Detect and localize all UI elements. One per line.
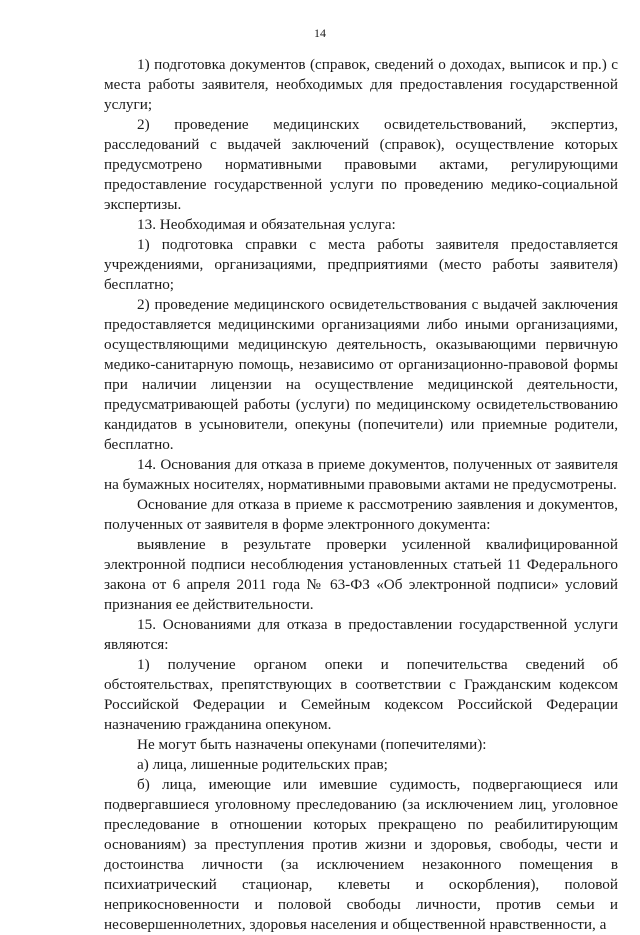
page-number: 14 [314,26,326,40]
document-body [104,55,618,935]
paragraph-5: 2) проведение медицинского освидетельствования с выдачей заключения предоставляется медицинскими организациями либо иными организациями, осуществляющими медицинскую деятельность, оказывающими первичную медико-санитарную помощь, независимо от организационно-правовой формы при наличии лицензии на осуществление медицинской деятельности, предусматривающей работы (услуги) по медицинскому освидетельствованию кандидатов в усыновители, опекуны (попечители) или приемные родители, бесплатно. [104,296,618,453]
paragraph-11: Не могут быть назначены опекунами (попечителями): [137,736,487,753]
paragraph-8: выявление в результате проверки усиленной квалифицированной электронной подписи несоблюдения установленных статьей 11 Федерального закона от 6 апреля 2011 года № 63-ФЗ «Об электронной подписи» условий признания ее действительности. [104,536,618,613]
paragraph-7: Основание для отказа в приеме к рассмотрению заявления и документов, полученных от заявителя в форме электронного документа: [104,496,618,533]
paragraph-10: 1) получение органом опеки и попечительства сведений об обстоятельствах, препятствующих в соответствии с Гражданским кодексом Российской Федерации и Семейным кодексом Российской Федерации назначению гражданина опекуном. [104,656,618,733]
paragraph-6: 14. Основания для отказа в приеме документов, полученных от заявителя на бумажных носителях, нормативными правовыми актами не предусмотрены. [104,456,618,493]
paragraph-9: 15. Основаниями для отказа в предоставлении государственной услуги являются: [104,616,618,653]
paragraph-12: а) лица, лишенные родительских прав; [137,756,388,773]
paragraph-4: 1) подготовка справки с места работы заявителя предоставляется учреждениями, организациями, предприятиями (место работы заявителя) бесплатно; [104,236,618,293]
paragraph-3: 13. Необходимая и обязательная услуга: [137,216,396,233]
paragraph-2: 2) проведение медицинских освидетельствований, экспертиз, расследований с выдачей заключений (справок), осуществление которых предусмотрено нормативными правовыми актами, регулирующими предоставление государственной услуги по проведению медико-социальной экспертизы. [104,116,618,213]
paragraph-1: 1) подготовка документов (справок, сведений о доходах, выписок и пр.) с места работы заявителя, необходимых для предоставления государственной услуги; [104,56,618,113]
paragraph-13: б) лица, имеющие или имевшие судимость, подвергающиеся или подвергавшиеся уголовному преследованию (за исключением лиц, уголовное преследование в отношении которых прекращено по реабилитирующим основаниям) за преступления против жизни и здоровья, свободы, чести и достоинства личности (за исключением незаконного помещения в психиатрический стационар, клеветы и оскорбления), половой неприкосновенности и половой свободы личности, против семьи и несовершеннолетних, здоровья населения и общественной нравственности, а [104,776,618,933]
